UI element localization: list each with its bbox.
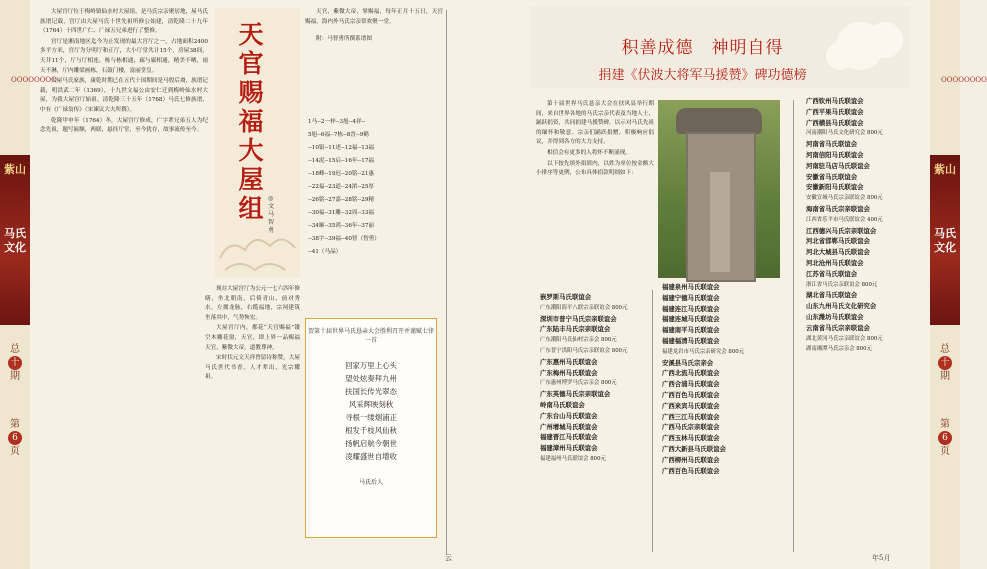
article-paragraph: 大屋马氏家族，康乾时期已在五代十国期间是马殷后裔，族谱记载，明洪武二年（1369），十九世文福公由安仁迁到梅岭仙水村大屋，为我大屋宫厅始祖。清乾隆三十五年（1768）马氏七修族谱，中有《广禄翁传》（宋谏议大夫所撰）。 — [40, 78, 208, 113]
article-paragraph: 第十届世界马氏恳亲大会在扶风县举行期间，来自世界各地的马氏宗亲代表及当地人士，踊跃捐资，共同捐建马援赞碑，以示对马氏先祖的缅怀和敬意。宗亲们踊跃捐赠，积极响应倡议，并得到各方的大力支持。 — [536, 101, 654, 146]
issue-num-circle: 十 — [936, 356, 954, 370]
sidebar-title-main: 马氏文化 — [4, 227, 26, 254]
donor-entry: 海南省马氏宗亲联谊会 — [806, 204, 870, 213]
page-number — [936, 418, 954, 458]
donor-entry: 广西马氏宗亲联谊会 — [662, 423, 720, 432]
article-paragraph: 宫厅是湘南地区迄今为止发现的最大宫厅之一，占地面积2400多平方米，宫厅为分明厅和正厅，大小厅堂共计15个，房屋38间，天井11个，厅与厅相连，栋与栋相通，廊与廊相通，精美不晒，雨天不淋，厅内雕梁画栋，石鼓门楼，富丽堂皇。 — [40, 38, 208, 74]
page-prefix: 第 — [10, 419, 20, 430]
issue-suffix: 期 — [940, 371, 950, 382]
article-paragraph: 乾隆甲申年（1764）冬，大屋宫厅修成，广字辈兄弟五人为纪念先祖，题写匾额，两联，悬挂厅堂，至今犹存，故事流传至今。 — [40, 117, 208, 134]
poem-line: 凌耀盛世自增收 — [345, 452, 397, 461]
donor-entry: 广西大新县马氏联谊会 — [662, 444, 726, 453]
donor-entry: 广东潮阳马氏仙村宗亲会 800元 — [540, 337, 617, 344]
donor-entry: 嵌罗斯马氏联谊会 — [540, 293, 592, 301]
issue-prefix: 总 — [10, 344, 20, 355]
donor-entry: 山东九州马氏文化研究会 — [806, 302, 877, 311]
genealogy-line: 1马--2一梓--3旭--4祥-- — [308, 119, 366, 125]
sidebar-dots: ΟΟΟΟΟΟΟΟ — [941, 76, 987, 84]
donor-entry: 广东台山马氏联谊会 — [540, 411, 598, 420]
donor-entry: 广西北流马氏联谊会 — [662, 369, 720, 378]
poem-author: 马氏后人 — [358, 479, 383, 486]
poem-header: 贺第十届世界马氏恳亲大会胜利召开并谨赋七律一首 — [307, 328, 434, 344]
genealogy-line: --14泥--15启--16年--17福 — [308, 158, 374, 164]
article1-byline: ◎文 马智勇 — [268, 195, 275, 234]
column-divider — [793, 100, 794, 552]
article-paragraph: 大屋宫厅位于梅岭镇仙水村大屋组，是马氏宗亲聚居地，屋马氏族谱记载，宫厅由大屋马氏十世先祖所修公始建，清乾隆二十九年（1764）十四世广仁、广禄五兄弟进行了整修。 — [40, 9, 208, 35]
donor-entry: 山东潍坊马氏联谊会 — [806, 312, 864, 321]
genealogy-note: 附：马智勇所撰系谱图 — [316, 36, 372, 43]
donor-entry: 福建漳州马氏联谊会 — [540, 444, 598, 453]
donor-entry: 福建连江马氏联谊会 — [662, 304, 720, 313]
donor-entry: 广西三江马氏联谊会 — [662, 412, 720, 421]
donor-entry: 广西平果马氏联谊会 — [806, 107, 864, 116]
article2-body — [536, 100, 654, 280]
left-sidebar — [0, 0, 57, 569]
genealogy-line: --41（马晶） — [308, 249, 342, 255]
poem-line: 风采辉映刻秋 — [348, 400, 394, 409]
page-foot-right: 年5月 — [872, 554, 891, 562]
donor-entry: 安溪县马氏宗亲会 — [662, 358, 714, 367]
article2-heading1: 积善成德 神明自得 — [621, 38, 784, 58]
stele-photo — [658, 100, 780, 278]
sidebar-title-top: 紫山 — [934, 163, 956, 176]
genealogy-line: --34顺--35鸿--36年--37丽 — [308, 223, 374, 229]
donor-entry: 广西合浦马氏联谊会 — [662, 380, 720, 389]
article-paragraph: 现存大屋宫厅为公元一七六四年修缮，坐北朝南，后倚青山，前对秀水，左拥龙脉，右揽福地，宗祠建筑坐落其中，气势恢宏。 — [205, 286, 300, 321]
donor-entry: 江西省乐平市马氏联谊会 400元 — [806, 216, 883, 223]
donor-entry: 广东潮阳海平八联宗亲联谊会 800元 — [540, 304, 628, 311]
poem-lines — [306, 359, 436, 463]
donor-entry: 广西柳州马氏联谊会 — [662, 455, 720, 464]
page-foot-left: 云 — [445, 554, 452, 562]
page-number — [6, 418, 24, 458]
page-suffix: 页 — [10, 446, 20, 457]
donor-entry: 福建南平马氏联谊会 — [662, 326, 720, 335]
donor-entry: 福建福州马氏联谊会 800元 — [540, 455, 606, 462]
donor-entry: 河南潮阳马氏文化研究会 800元 — [806, 130, 883, 137]
column-divider — [446, 10, 447, 555]
genealogy-line: --30福--31雕--32周--33福 — [308, 210, 374, 216]
sidebar-banner — [930, 155, 960, 325]
donor-entry: 河北大城县马氏联谊会 — [806, 248, 870, 257]
poem-line: 扬帆启航今朝世 — [345, 439, 397, 448]
article-paragraph: 大屋宫厅内，都花“天官赐福”镂空木雕花窗，天官，即上界一品赐福天官，紫微大帝，道教尊神。 — [205, 325, 300, 351]
donor-entry: 河南驻马店马氏联谊会 — [806, 161, 870, 170]
donor-entry: 江西德兴马氏宗亲联谊会 — [806, 226, 877, 235]
article-paragraph: 天官，紫微大帝，掌赐福，每年正月十五日，天官赐福，海内外马氏宗亲常欢聚一堂。 — [305, 9, 443, 25]
poem-line: 回家万里上心头 — [345, 361, 397, 370]
article1c-body — [205, 285, 300, 557]
issue-prefix: 总 — [940, 344, 950, 355]
donor-entry: 河南省马氏联谊会 — [806, 140, 858, 149]
genealogy-line: --18峰--19迟--20铭--21惠 — [308, 171, 374, 177]
donor-entry: 广西百色马氏联谊会 — [662, 466, 720, 475]
article2-heading2: 捐建《伏波大将军马援赞》碑功德榜 — [598, 68, 807, 83]
donor-entry: 安徽宣城马氏宗亲联谊会 800元 — [806, 195, 883, 202]
page-prefix: 第 — [940, 419, 950, 430]
article-paragraph: 相信会有更多的人将怀不断涌现。 — [547, 149, 631, 156]
donor-entry: 安徽新阳马氏联谊会 — [806, 183, 864, 192]
page-num-circle: 6 — [936, 431, 954, 445]
article-paragraph: 以下按先填外捐填内，以姓为单位按金额大小排序等更例，公布具体捐款明细如下： — [536, 160, 654, 177]
donor-entry: 广西来宾马氏联谊会 — [662, 401, 720, 410]
donor-entry: 福建龙岩市马氏宗亲研究会 800元 — [662, 348, 745, 355]
donor-entry: 江苏省马氏联谊会 — [806, 269, 858, 278]
donor-entry: 浙江省马氏宗亲联谊会 800元 — [806, 281, 878, 288]
donor-entry: 广东英德马氏宗亲联谊会 — [540, 390, 611, 399]
donor-entry: 湖北省马氏联谊会 — [806, 291, 858, 300]
donor-entry: 广东惠州博罗马氏宗亲会 800元 — [540, 380, 617, 387]
donor-entry: 广东惠州马氏联谊会 — [540, 357, 598, 366]
article1b-body — [305, 8, 443, 98]
sidebar-title-main: 马氏文化 — [934, 227, 956, 254]
donor-entry: 安徽省马氏联谊会 — [806, 172, 858, 181]
genealogy-line: --22福--23道--24浓--25厚 — [308, 184, 374, 190]
poem-box — [305, 318, 437, 538]
donor-entry: 河南信阳马氏联谊会 — [806, 150, 864, 159]
donor-entry: 福建福清马氏联谊会 — [662, 336, 720, 345]
issue-number — [936, 343, 954, 383]
donor-list-2 — [662, 282, 744, 476]
poem-line: 望处炫奏拜九州 — [345, 374, 397, 383]
donor-entry: 河北省邯郸马氏联谊会 — [806, 237, 870, 246]
stele-roof — [676, 108, 762, 134]
donor-entry: 福建连城马氏联谊会 — [662, 315, 720, 324]
issue-suffix: 期 — [10, 371, 20, 382]
genealogy-line: --26铭--27嘉--28铭--29精 — [308, 197, 374, 203]
donor-entry: 广西玉林马氏联谊会 — [662, 434, 720, 443]
poem-line: 根发千枝风仙秋 — [345, 426, 397, 435]
donor-entry: 福建晋江马氏联谊会 — [540, 433, 598, 442]
donor-list-1 — [540, 292, 627, 465]
donor-entry: 广东梅州马氏联谊会 — [540, 368, 598, 377]
donor-entry: 广东普宁洪阳马氏宗亲联谊会 800元 — [540, 347, 628, 354]
page-num-circle: 6 — [6, 431, 24, 445]
donor-entry: 深圳市普宁马氏宗亲联谊会 — [540, 314, 617, 323]
donor-entry: 广州增城马氏联谊会 — [540, 422, 598, 431]
donor-entry: 岭南马氏联谊会 — [540, 400, 585, 409]
donor-entry: 广西钦州马氏联谊会 — [806, 97, 864, 105]
donor-list-3 — [806, 96, 883, 355]
genealogy-line: --38宇--39福--40智（智勇） — [308, 236, 380, 242]
donor-entry: 福建宁德马氏联谊会 — [662, 293, 720, 302]
genealogy-chain — [308, 116, 443, 259]
column-divider — [652, 290, 653, 552]
article1-title: 天官赐福大屋组 — [238, 20, 264, 223]
donor-entry: 湖南湘潭马氏宗亲会 800元 — [806, 346, 872, 353]
poem-line: 寻根一缕烟浦正 — [345, 413, 397, 422]
poem-line: 扶国长传光翠态 — [345, 387, 397, 396]
stele-body — [686, 132, 756, 282]
issue-number — [6, 343, 24, 383]
right-sidebar — [930, 0, 987, 569]
sidebar-dots: ΟΟΟΟΟΟΟΟ — [11, 76, 57, 84]
donor-entry: 河北沧州马氏联谊会 — [806, 258, 864, 267]
genealogy-line: 5旭--6福--7栋--8晋--9鹤 — [308, 132, 369, 138]
article-paragraph: 宋时状元文天祥曾留诗称赞，大屋马氏世代书香，人才辈出，光宗耀祖。 — [205, 355, 300, 381]
donor-entry: 广西百色马氏联谊会 — [662, 390, 720, 399]
donor-entry: 福建泉州马氏联谊会 — [662, 283, 720, 291]
issue-num-circle: 十 — [6, 356, 24, 370]
donor-entry: 广东陆丰马氏宗亲联谊会 — [540, 325, 611, 334]
donor-entry: 云南省马氏宗亲联谊会 — [806, 323, 870, 332]
genealogy-line: --10银--11述--12福--13福 — [308, 145, 374, 151]
page-suffix: 页 — [940, 446, 950, 457]
donor-entry: 广西横县马氏联谊会 — [806, 118, 864, 127]
article1-body — [40, 8, 208, 556]
sidebar-title-top: 紫山 — [4, 163, 26, 176]
donor-entry: 湖北黄冈马氏宗亲联谊会 800元 — [806, 335, 883, 342]
sidebar-banner — [0, 155, 30, 325]
